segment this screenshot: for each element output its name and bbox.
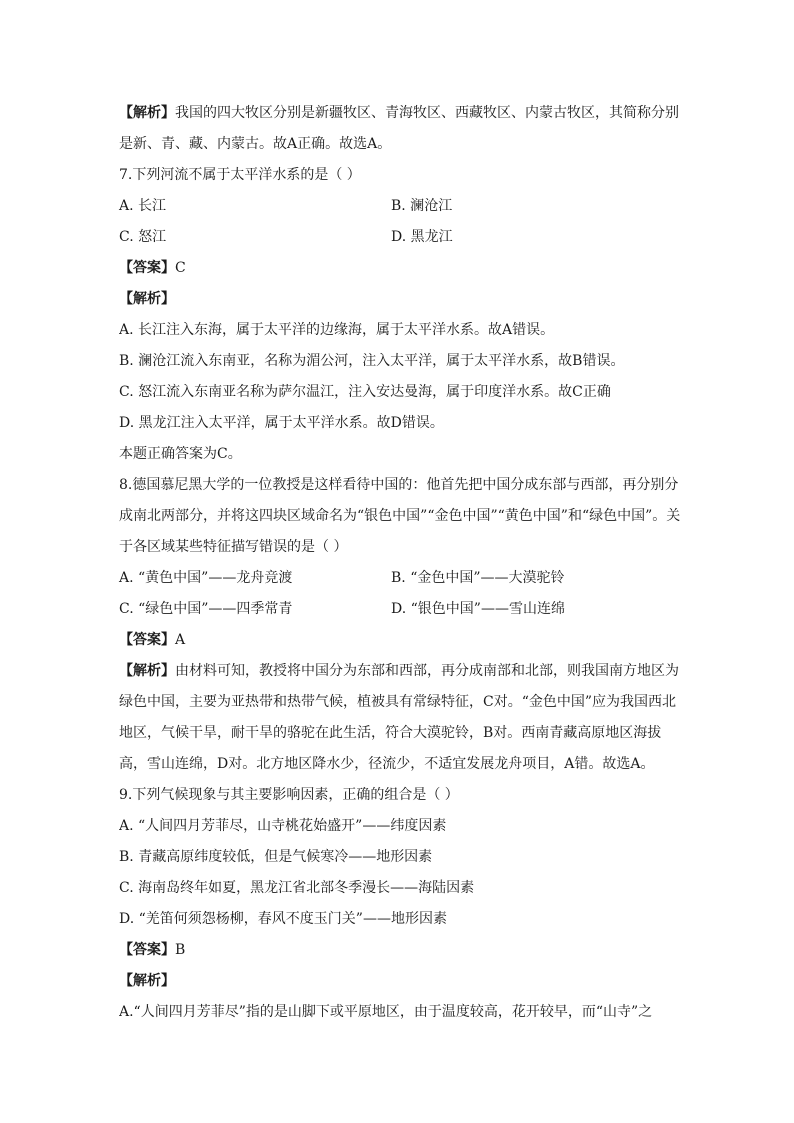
analysis-tag: 【解析】 — [119, 973, 175, 989]
options-row — [119, 222, 684, 253]
options-row — [119, 594, 684, 625]
option-c: C. 海南岛终年如夏，黑龙江省北部冬季漫长——海陆因素 — [119, 880, 475, 896]
option-d: D. 黑龙江 — [391, 229, 453, 245]
option-a: A. “黄色中国”——龙舟竞渡 — [119, 570, 293, 586]
question-8: 8.德国慕尼黑大学的一位教授是这样看待中国的：他首先把中国分成东部与西部，再分别分成南北两部分，并将这四块区域命名为“银色中国”“金色中国”“黄色中国”和“绿色中国”。关于各区域某些特征描写错误的是（ ） — [119, 477, 681, 555]
option-c: C. 怒江 — [119, 229, 167, 245]
answer-tag: 【答案】 — [119, 260, 175, 276]
option-b: B. “金色中国”——大漠驼铃 — [391, 570, 565, 586]
analysis-paragraph — [119, 98, 684, 160]
analysis-line: C. 怒江流入东南亚名称为萨尔温江，注入安达曼海，属于印度洋水系。故C正确 — [119, 384, 611, 400]
answer-line — [119, 625, 684, 656]
option-b: B. 澜沧江 — [391, 198, 453, 214]
answer-line — [119, 935, 684, 966]
answer-value: B — [175, 942, 186, 958]
analysis-tag: 【解析】 — [119, 291, 175, 307]
analysis-tag: 【解析】 — [119, 105, 175, 121]
options-row — [119, 191, 684, 222]
option-b: B. 青藏高原纬度较低，但是气候寒冷——地形因素 — [119, 849, 433, 865]
answer-line — [119, 253, 684, 284]
question-9: 9.下列气候现象与其主要影响因素，正确的组合是（ ） — [119, 787, 459, 803]
answer-tag: 【答案】 — [119, 942, 175, 958]
options-row — [119, 563, 684, 594]
option-c: C. “绿色中国”——四季常青 — [119, 601, 293, 617]
option-d: D. “银色中国”——雪山连绵 — [391, 601, 565, 617]
analysis-heading — [119, 284, 684, 315]
analysis-line: D. 黑龙江注入太平洋，属于太平洋水系。故D错误。 — [119, 415, 444, 431]
analysis-line: B. 澜沧江流入东南亚，名称为湄公河，注入太平洋，属于太平洋水系，故B错误。 — [119, 353, 625, 369]
answer-value: C — [175, 260, 186, 276]
option-d: D. “羌笛何须怨杨柳，春风不度玉门关”——地形因素 — [119, 911, 447, 927]
analysis-line: A.“人间四月芳菲尽”指的是山脚下或平原地区，由于温度较高，花开较早，而“山寺”之 — [119, 1004, 653, 1020]
analysis-tag: 【解析】 — [119, 663, 175, 679]
analysis-heading — [119, 966, 684, 997]
option-a: A. “人间四月芳菲尽，山寺桃花始盛开”——纬度因素 — [119, 818, 447, 834]
analysis-text: 由材料可知，教授将中国分为东部和西部，再分成南部和北部，则我国南方地区为绿色中国，主要为亚热带和热带气候，植被具有常绿特征，C对。“金色中国”应为我国西北地区，气候干旱，耐干旱的骆驼在此生活，符合大漠驼铃，B对。西南青藏高原地区海拔高，雪山连绵，D对。北方地区降水少，径流少，不适宜发展龙舟项目，A错。故选A。 — [119, 663, 679, 772]
question-7: 7.下列河流不属于太平洋水系的是（ ） — [119, 167, 361, 183]
option-a: A. 长江 — [119, 198, 167, 214]
analysis-line: A. 长江注入东海，属于太平洋的边缘海，属于太平洋水系。故A错误。 — [119, 322, 555, 338]
conclusion-line: 本题正确答案为C。 — [119, 446, 242, 462]
answer-value: A — [175, 632, 186, 648]
analysis-text: 我国的四大牧区分别是新疆牧区、青海牧区、西藏牧区、内蒙古牧区，其简称分别是新、青、藏、内蒙古。故A正确。故选A。 — [119, 105, 679, 152]
answer-tag: 【答案】 — [119, 632, 175, 648]
analysis-paragraph — [119, 656, 684, 780]
